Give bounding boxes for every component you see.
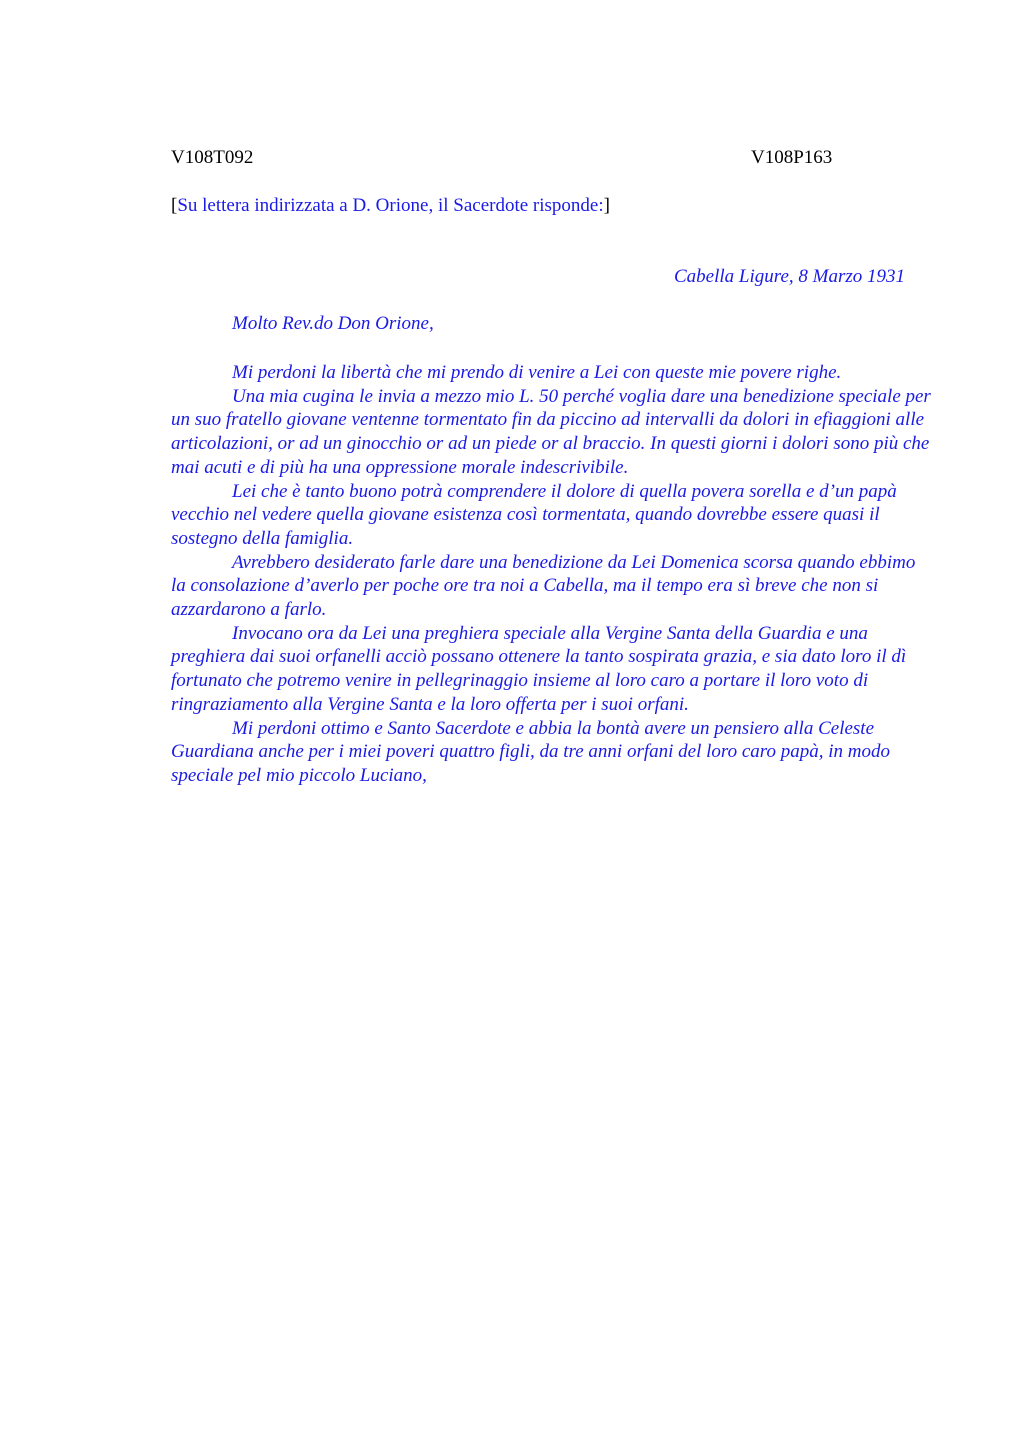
letter-paragraph: Avrebbero desiderato farle dare una benedizione da Lei Domenica scorsa quando ebbimo la consolazione d’averlo per poche ore tra noi a Cabella, ma il tempo era sì breve che non si azzardarono a farlo. [171,551,916,621]
letter-paragraph: Mi perdoni la libertà che mi prendo di venire a Lei con queste mie povere righe. [232,362,842,383]
document-code-right: V108P163 [751,147,833,168]
letter-paragraph: Mi perdoni ottimo e Santo Sacerdote e abbia la bontà avere un pensiero alla Celeste Guardiana anche per i miei poveri quattro figli, da tre anni orfani del loro caro papà, in modo speciale pel mio piccolo Luciano, [171,717,890,786]
letter-paragraph: Lei che è tanto buono potrà comprendere il dolore di quella povera sorella e d’un papà vecchio nel vedere quella giovane esistenza così tormentata, quando dovrebbe essere quasi il sostegno della famiglia. [171,480,897,549]
letter-body [171,361,931,788]
intro-open-bracket: [ [171,195,178,216]
intro-text: Su lettera indirizzata a D. Orione, il Sacerdote risponde: [177,195,604,216]
letter-paragraph: Invocano ora da Lei una preghiera speciale alla Vergine Santa della Guardia e una preghiera dai suoi orfanelli acciò possano ottenere la tanto sospirata grazia, e sia dato loro il dì fortunato che potremo venire in pellegrinaggio insieme al loro caro a portare il loro voto di ringraziamento alla Vergine Santa e la loro offerta per i suoi orfani. [171,622,907,715]
letter-paragraph: Una mia cugina le invia a mezzo mio L. 50 perché voglia dare una benedizione speciale per un suo fratello giovane ventenne tormentato fin da piccino ad intervalli da dolori in efiaggioni alle articolazioni, or ad un ginocchio or ad un piede or al braccio. In questi giorni i dolori sono più che mai acuti e di più ha una oppressione morale indescrivibile. [171,385,931,478]
letter-salutation: Molto Rev.do Don Orione, [232,313,434,334]
document-code-left: V108T092 [171,147,254,168]
editorial-intro-note [171,195,610,217]
letter-place-date: Cabella Ligure, 8 Marzo 1931 [674,266,905,287]
intro-close-bracket: ] [603,195,610,216]
